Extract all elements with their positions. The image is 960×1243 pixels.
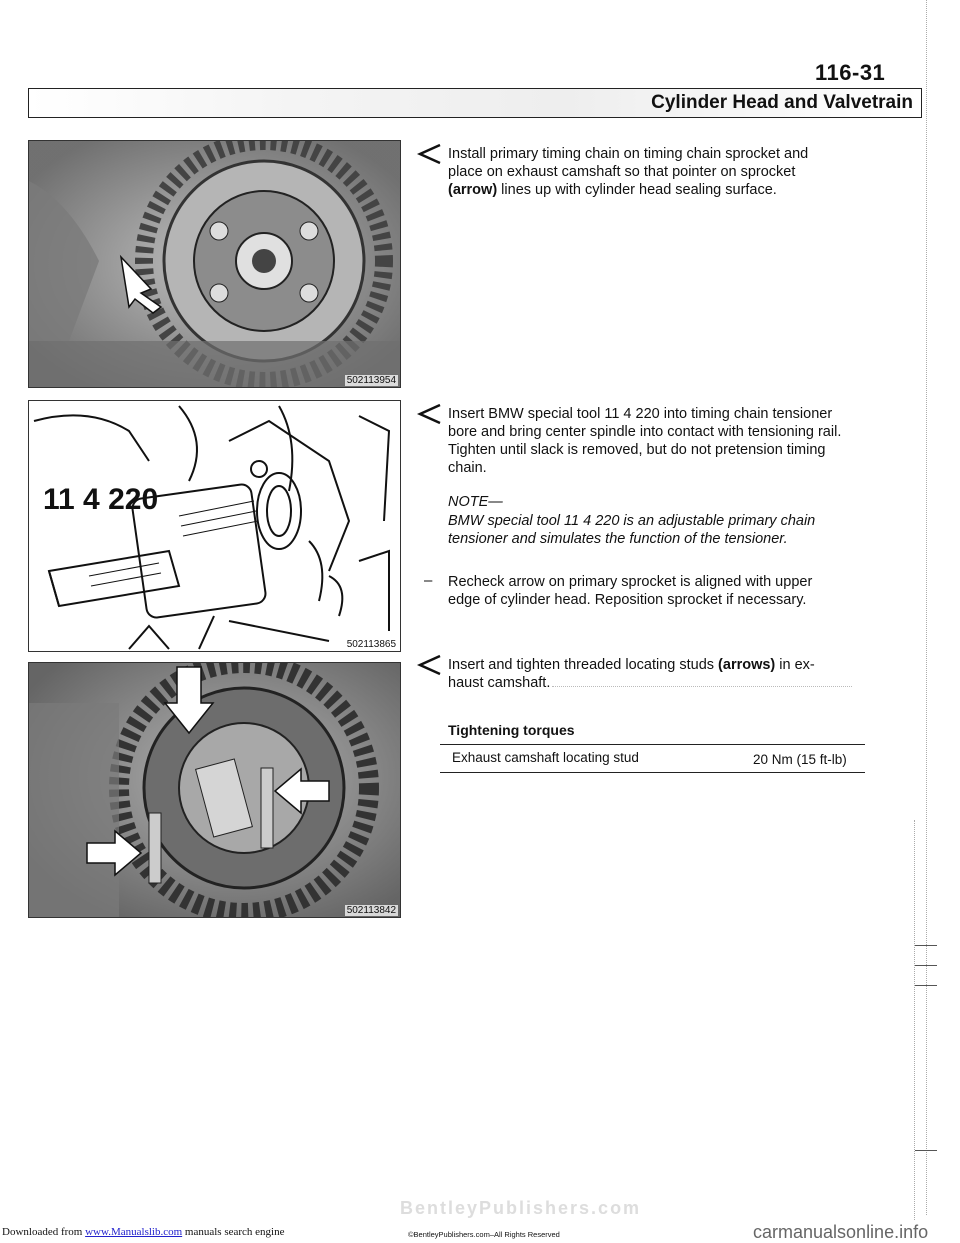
step4-line2: haust camshaft.	[448, 674, 888, 692]
step2-line4: chain.	[448, 460, 487, 476]
download-suffix: manuals search engine	[182, 1226, 285, 1238]
step-install-studs	[448, 656, 888, 692]
figure-locating-studs	[28, 662, 401, 918]
section-header-bar	[28, 88, 922, 118]
step1-arrow-ref: (arrow)	[448, 182, 498, 198]
note-block	[448, 494, 888, 548]
step4-line1-start: Insert and tighten threaded locating studs	[448, 657, 719, 673]
note-line2: tensioner and simulates the function of the tensioner.	[448, 531, 788, 547]
step-install-chain	[448, 145, 888, 199]
torque-row-value: 20 Nm (15 ft-lb)	[753, 752, 847, 767]
note-line1: BMW special tool 11 4 220 is an adjustable primary chain	[448, 513, 816, 529]
locating-studs-illustration	[29, 663, 400, 917]
note-title: NOTE—	[448, 494, 503, 510]
step4-arrows-ref: (arrows)	[718, 657, 776, 673]
figure-code: 502113842	[346, 905, 396, 916]
step1-line3	[448, 181, 888, 199]
margin-tick	[915, 945, 937, 946]
step3-line2: edge of cylinder head. Reposition sprocket if necessary.	[448, 592, 807, 608]
step3-line1: Recheck arrow on primary sprocket is aligned with upper	[448, 574, 813, 590]
copyright-notice: ©BentleyPublishers.com–All Rights Reserved	[408, 1230, 560, 1239]
torque-table-title: Tightening torques	[448, 722, 575, 738]
torque-table-rule-top	[440, 744, 865, 745]
step2-line3: Tighten until slack is removed, but do not pretension timing	[448, 442, 826, 458]
step2-line1: Insert BMW special tool 11 4 220 into timing chain tensioner	[448, 406, 833, 422]
timing-sprocket-illustration	[29, 141, 400, 387]
figure-timing-sprocket	[28, 140, 401, 388]
step1-line3-text: lines up with cylinder head sealing surface.	[497, 182, 777, 198]
step-pointer-icon	[416, 654, 442, 676]
site-watermark: carmanualsonline.info	[753, 1222, 929, 1242]
margin-guide	[926, 0, 927, 1215]
step4-line1	[448, 656, 888, 674]
special-tool-drawing	[29, 401, 400, 651]
step4-line1-end: in ex-	[775, 657, 815, 673]
step-insert-tool	[448, 405, 888, 477]
figure-code: 502113865	[346, 639, 396, 650]
margin-tick	[915, 985, 937, 986]
step-pointer-icon	[416, 143, 442, 165]
figure-special-tool	[28, 400, 401, 652]
step2-line2: bore and bring center spindle into contact with tensioning rail.	[448, 424, 842, 440]
step1-line1: Install primary timing chain on timing chain sprocket and	[448, 146, 809, 162]
publisher-watermark: BentleyPublishers.com	[400, 1198, 642, 1218]
section-title: Cylinder Head and Valvetrain	[651, 92, 913, 113]
step1-line2: place on exhaust camshaft so that pointer on sprocket	[448, 164, 796, 180]
torque-table-rule-bottom	[440, 772, 865, 773]
tool-number-label: 11 4 220	[43, 483, 159, 516]
page-number: 116-31	[815, 60, 886, 85]
manualslib-link[interactable]: www.Manualslib.com	[85, 1226, 183, 1238]
torque-row-label: Exhaust camshaft locating stud	[452, 750, 639, 765]
step-pointer-icon	[416, 403, 442, 425]
download-footer	[2, 1226, 284, 1238]
margin-guide	[914, 820, 915, 1220]
figure-code: 502113954	[346, 375, 396, 386]
download-prefix: Downloaded from	[2, 1226, 86, 1238]
step3-dash: –	[424, 572, 433, 589]
step-recheck-arrow	[448, 573, 888, 609]
margin-tick	[915, 965, 937, 966]
margin-tick	[915, 1150, 937, 1151]
